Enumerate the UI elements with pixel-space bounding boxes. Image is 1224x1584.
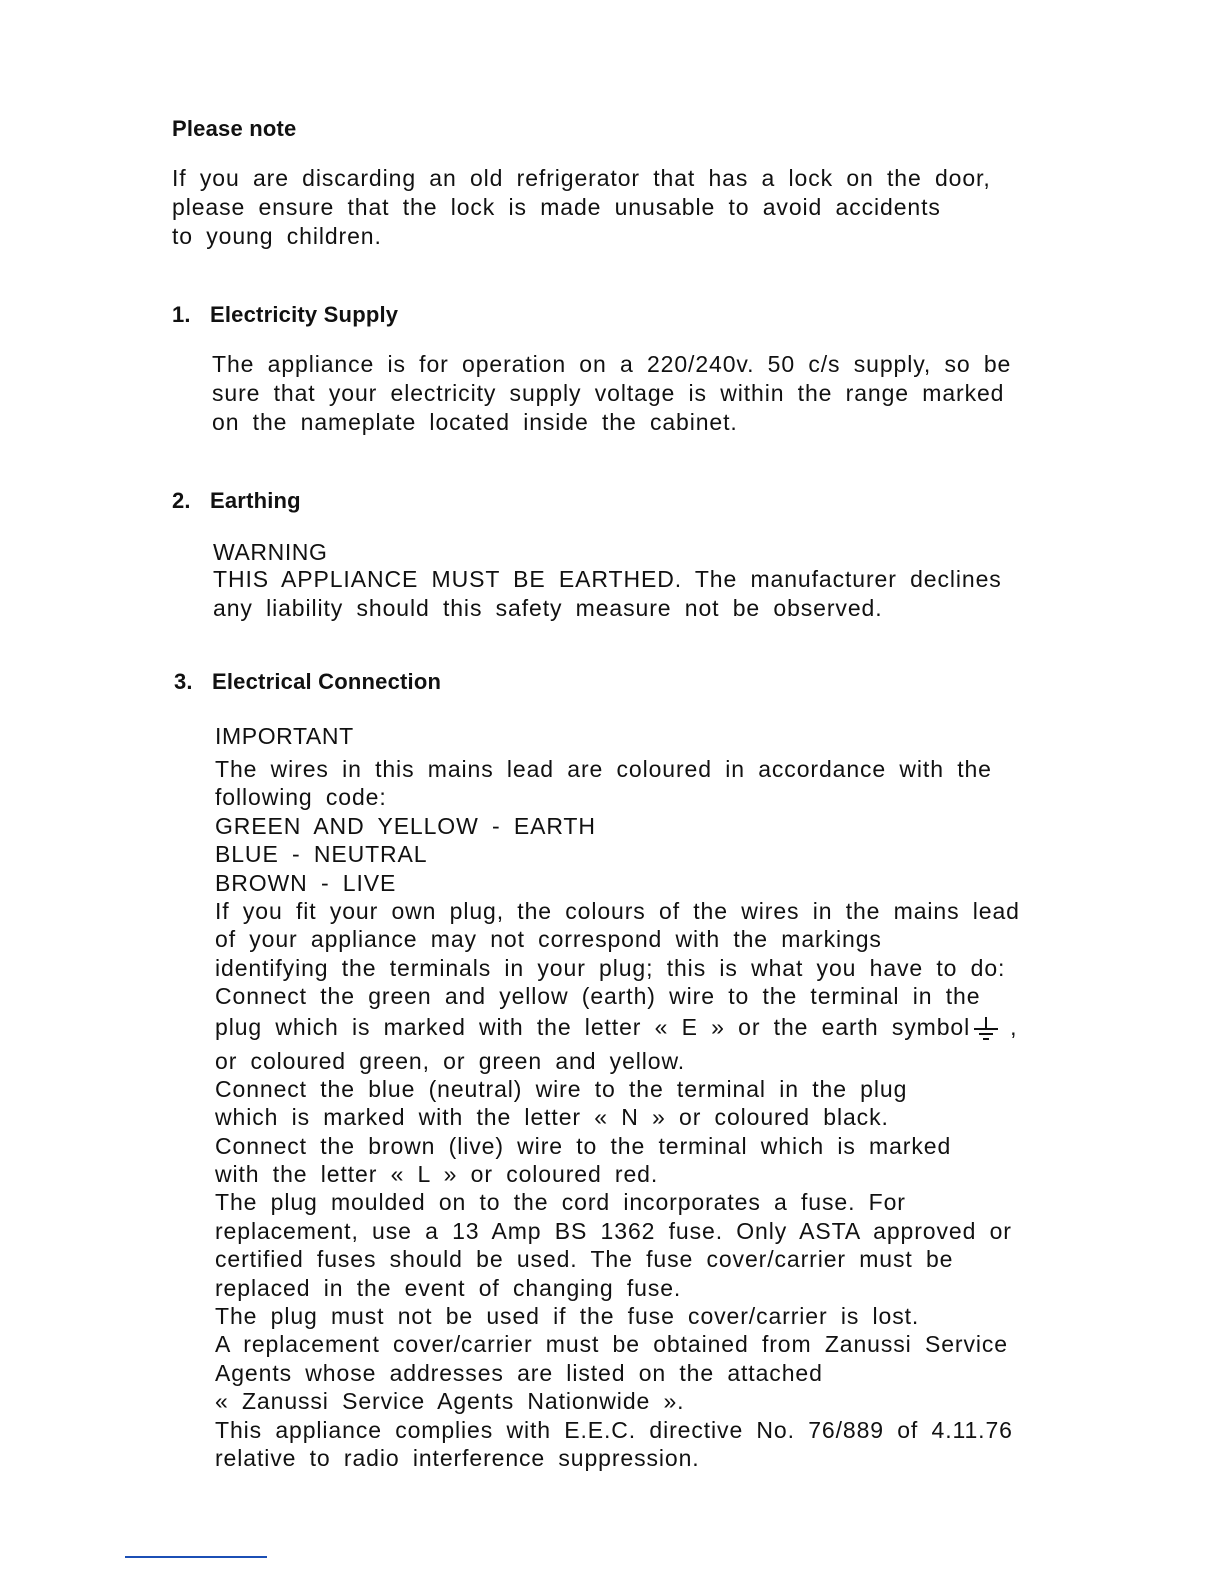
- section-3-paragraph: [215, 755, 1020, 1472]
- section-3-line: BLUE - NEUTRAL: [215, 841, 428, 868]
- section-3-line: The plug moulded on to the cord incorporates a fuse. For: [215, 1189, 906, 1216]
- earth-ground-icon: [972, 1015, 1000, 1051]
- note-paragraph: [172, 164, 991, 251]
- section-3-line: This appliance complies with E.E.C. directive No. 76/889 of 4.11.76: [215, 1416, 1013, 1443]
- section-title: Electricity Supply: [210, 302, 399, 327]
- section-3-line: with the letter « L » or coloured red.: [215, 1161, 659, 1188]
- note-line: to young children.: [172, 223, 382, 249]
- section-3-line: relative to radio interference suppression.: [215, 1444, 700, 1471]
- section-1-paragraph: [212, 350, 1011, 437]
- section-3-line: identifying the terminals in your plug; this is what you have to do:: [215, 954, 1006, 981]
- section-3-line: certified fuses should be used. The fuse cover/carrier must be: [215, 1246, 954, 1273]
- section-1-line: on the nameplate located inside the cabinet.: [212, 409, 738, 435]
- section-title: Electrical Connection: [212, 669, 442, 694]
- footer-rule: [125, 1556, 267, 1558]
- section-3-line: If you fit your own plug, the colours of the wires in the mains lead: [215, 897, 1020, 924]
- section-1-line: The appliance is for operation on a 220/240v. 50 c/s supply, so be: [212, 351, 1012, 377]
- section-3-line: following code:: [215, 784, 387, 811]
- section-2-line: any liability should this safety measure not be observed.: [213, 595, 883, 621]
- section-number: 1.: [172, 302, 191, 327]
- section-1-heading: [172, 302, 398, 328]
- section-3-line: « Zanussi Service Agents Nationwide ».: [215, 1388, 685, 1415]
- section-2-paragraph: [213, 565, 1002, 623]
- section-3-line: A replacement cover/carrier must be obtained from Zanussi Service: [215, 1331, 1008, 1358]
- warning-label: WARNING: [213, 539, 328, 565]
- section-3-line: or coloured green, or green and yellow.: [215, 1047, 686, 1074]
- section-3-line: BROWN - LIVE: [215, 869, 397, 896]
- section-1-line: sure that your electricity supply voltage is within the range marked: [212, 380, 1005, 406]
- section-3-line-text: plug which is marked with the letter « E » or the earth symbol: [215, 1013, 971, 1040]
- symbol-suffix: ,: [1010, 1013, 1018, 1040]
- note-line: please ensure that the lock is made unusable to avoid accidents: [172, 194, 941, 220]
- section-title: Earthing: [210, 488, 301, 513]
- note-heading: Please note: [172, 116, 297, 141]
- section-3-line: of your appliance may not correspond with the markings: [215, 926, 882, 953]
- section-3-line: The plug must not be used if the fuse cover/carrier is lost.: [215, 1303, 920, 1330]
- section-3-line: GREEN AND YELLOW - EARTH: [215, 812, 596, 839]
- section-number: 2.: [172, 488, 191, 513]
- section-number: 3.: [174, 669, 193, 694]
- section-3-line: Connect the green and yellow (earth) wire to the terminal in the: [215, 983, 981, 1010]
- section-2-heading: [172, 488, 301, 514]
- section-2-line: THIS APPLIANCE MUST BE EARTHED. The manufacturer declines: [213, 566, 1002, 592]
- section-3-line: Connect the blue (neutral) wire to the terminal in the plug: [215, 1075, 908, 1102]
- note-line: If you are discarding an old refrigerator that has a lock on the door,: [172, 165, 991, 191]
- section-3-line: replaced in the event of changing fuse.: [215, 1274, 682, 1301]
- section-3-heading: [174, 669, 441, 695]
- section-3-line: which is marked with the letter « N » or coloured black.: [215, 1104, 889, 1131]
- section-3-line: The wires in this mains lead are coloured in accordance with the: [215, 756, 992, 782]
- section-3-line: Connect the brown (live) wire to the terminal which is marked: [215, 1132, 952, 1159]
- section-3-line: Agents whose addresses are listed on the attached: [215, 1359, 823, 1386]
- section-3-line: replacement, use a 13 Amp BS 1362 fuse. Only ASTA approved or: [215, 1217, 1012, 1244]
- section-3-line: [215, 1011, 1020, 1047]
- important-label: IMPORTANT: [215, 723, 354, 749]
